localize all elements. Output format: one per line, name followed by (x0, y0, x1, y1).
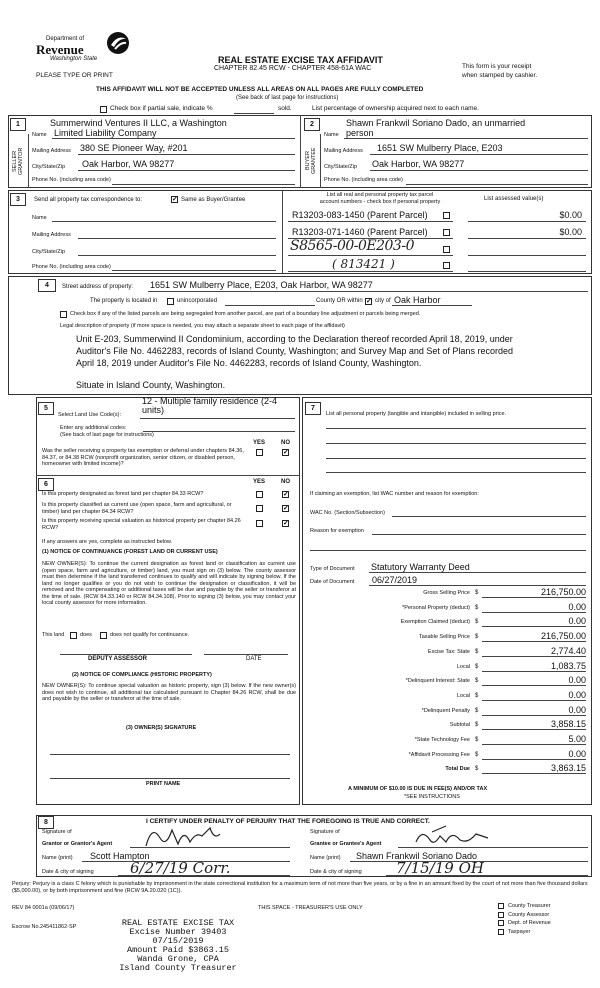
forest-question: Is this property designated as forest land per chapter 84.33 RCW? (42, 491, 204, 497)
tax-row-value[interactable]: 0.00 (568, 749, 586, 759)
signature-of-label: Signature of (310, 829, 340, 835)
parcel-1-checkbox[interactable] (443, 212, 450, 219)
stamp-line-1: REAL ESTATE EXCISE TAX (121, 918, 235, 928)
tax-row-value[interactable]: 3,858.15 (550, 719, 586, 729)
dollar-sign: $ (475, 664, 479, 670)
parcel-1[interactable]: R13203-083-1450 (Parent Parcel) (292, 210, 428, 220)
unincorporated-label: unincorporated (177, 298, 218, 304)
dollar-sign: $ (475, 737, 479, 743)
deputy-assessor-label: DEPUTY ASSESSOR (88, 656, 148, 662)
pct-note: List percentage of ownership acquired next to each name. (312, 105, 479, 112)
notice-compliance-text: NEW OWNER(S): To continue special valuation as historic property, sign (3) below. If the new owner(s) does not wish to continue, all additional tax calculated pursuant to Chapter 84.26 RCW, shall be due and payable by the seller or transferor at the time of sale. (42, 683, 296, 702)
copy-checkbox[interactable] (498, 929, 504, 935)
does-label: does (80, 632, 92, 638)
dept-of: Department of (46, 36, 85, 42)
dept-state: Washington State (50, 56, 98, 62)
parcel-head-1: List all real and personal property tax parcel (326, 192, 434, 198)
legal-line-1: Unit E-203, Summerwind II Condominium, according to the Declaration thereof recorded April 18, 2019, under (76, 334, 513, 344)
dollar-sign: $ (475, 708, 479, 714)
form-subtitle: CHAPTER 82.45 RCW - CHAPTER 458-61A WAC (214, 65, 372, 72)
tax-row-value[interactable]: 0.00 (568, 675, 586, 685)
tax-row-label: Gross Selling Price (423, 590, 470, 596)
date-city-label: Date & city of signing (310, 869, 362, 875)
grantor-signature-icon (140, 822, 240, 850)
city-label: City/State/Zip (32, 164, 66, 170)
receipt-note-1: This form is your receipt (462, 63, 532, 70)
see-back: (See back of last page for instructions) (236, 95, 339, 101)
tax-row-value[interactable]: 3,863.15 (550, 763, 586, 773)
copy-checkbox[interactable] (498, 920, 504, 926)
escrow-number: 245411862-SP (40, 924, 77, 930)
grantee-signature-icon (412, 822, 502, 850)
doc-type[interactable]: Statutory Warranty Deed (371, 562, 470, 572)
dollar-sign: $ (475, 649, 479, 655)
buyer-label: BUYER GRANTEE (305, 147, 317, 175)
land-use-code-2: units) (142, 405, 165, 415)
same-as-buyer-checkbox[interactable]: ✓ (172, 196, 178, 203)
tax-row-label: *Affidavit Processing Fee (408, 752, 470, 758)
notice-continuance-text: NEW OWNER(S): To continue the current designation as forest land or classification as current use (open space, farm and agriculture, or timber) land, you must sign on (3) below. The county assessor must then determine if the land transferred continues to qualify and will indicate by signing below. If the land no longer qualifies or you do not wish to continue the designation or classification, it will be removed and the compensating or additional taxes will be due and payable by the seller or transferor at the time of sale. (RCW 84.33.140 or RCW 84.34.108). Prior to signing (3) below, you may contact your local county assessor for more information. (42, 561, 296, 606)
current-use-question: Is this property classified as current use (open space, farm and agricultural, or timber) land per chapter 84.34 RCW? (42, 502, 232, 515)
stamp-line-2: Excise Number 39403 (129, 927, 227, 937)
tax-row-label: Exemption Claimed (deduct) (400, 619, 470, 625)
tax-row-label: Subtotal (449, 722, 470, 728)
city-label: City/State/Zip (32, 249, 66, 255)
dollar-sign: $ (475, 678, 479, 684)
send-correspondence: Send all property tax correspondence to: (34, 197, 143, 203)
legal-line-4: Situate in Island County, Washington. (76, 380, 226, 390)
tax-row-label: *State Technology Fee (414, 737, 470, 743)
print-name-label: PRINT NAME (146, 781, 181, 787)
section-2-number: 2 (304, 118, 320, 131)
copy-label: County Assessor (508, 911, 550, 918)
doc-date-label: Date of Document (310, 579, 355, 585)
q6a-yes-checkbox[interactable] (256, 491, 263, 498)
tax-row-label: Local (456, 664, 470, 670)
copy-label: Dept. of Revenue (508, 920, 551, 926)
perjury-note: Perjury: Perjury is a class C felony which is punishable by imprisonment in the state correctional institution for a maximum term of not more than five years, or by a fine in an amount fixed by the court of not more than five thousand dollars ($5,000.00), or by both imprisonment and fine (RCW 9A.20.020 (1C)). (12, 881, 588, 894)
no-head: NO (281, 440, 290, 446)
does-not-label: does not qualify for continuance. (110, 632, 190, 638)
tax-row-label: *Delinquent Interest: State (405, 678, 470, 684)
grantor-agent-label: Grantor or Grantor's Agent (42, 841, 113, 847)
parcel-4-handwritten: ( 813421 ) (332, 257, 395, 271)
receipt-note-2: when stamped by cashier. (462, 72, 538, 79)
reason-label: Reason for exemption (310, 528, 364, 534)
partial-sold: sold. (278, 105, 292, 112)
copy-label: County Treasurer (508, 903, 551, 909)
date-label: DATE (246, 656, 262, 662)
assessed-head: List assessed value(s) (484, 196, 544, 202)
stamp-line-5: Wanda Grone, CPA (137, 954, 219, 964)
parcel-3-checkbox[interactable] (443, 246, 450, 253)
mail-label: Mailing Address (324, 148, 363, 154)
located-label: The property is located in (90, 298, 158, 304)
section-1-number: 1 (10, 118, 26, 131)
no-head: NO (281, 479, 290, 485)
historic-question: Is this property receiving special valuation as historical property per chapter 84.26 RCW? (42, 518, 241, 531)
dollar-sign: $ (475, 605, 479, 611)
city-label: City/State/Zip (324, 164, 358, 170)
section-8-number: 8 (38, 816, 54, 829)
grantee-name-2[interactable]: person (346, 128, 374, 138)
yes-head: YES (253, 479, 266, 485)
tax-row-value[interactable]: 5.00 (568, 734, 586, 744)
please-type: PLEASE TYPE OR PRINT (36, 72, 113, 79)
copy-checkbox[interactable] (498, 903, 504, 909)
phone-label: Phone No. (including area code) (32, 264, 111, 270)
same-as-buyer-label: Same as Buyer/Grantee (181, 197, 246, 203)
dollar-sign: $ (475, 590, 479, 596)
tax-row-value[interactable]: 0.00 (568, 616, 586, 626)
partial-label: Check box if partial sale, indicate % (110, 105, 213, 112)
does-checkbox[interactable] (70, 632, 77, 639)
tax-row-value[interactable]: 0.00 (568, 602, 586, 612)
treasurer-stamp (116, 919, 240, 973)
tax-row-label: Total Due (445, 766, 470, 772)
city-name[interactable]: Oak Harbor (394, 295, 441, 305)
tax-row-label: Taxable Selling Price (418, 634, 470, 640)
tax-row-label: *Personal Property (deduct) (402, 605, 470, 611)
tax-row-label: Local (456, 693, 470, 699)
parcel-4-checkbox[interactable] (443, 262, 450, 269)
land-use-label: Select Land Use Code(s): (58, 412, 121, 418)
form-title: REAL ESTATE EXCISE TAX AFFIDAVIT (218, 55, 383, 65)
warning: THIS AFFIDAVIT WILL NOT BE ACCEPTED UNLESS ALL AREAS ON ALL PAGES ARE FULLY COMPLETED (96, 86, 424, 93)
stamp-line-6: Island County Treasurer (119, 963, 237, 973)
section-6-number: 6 (38, 478, 54, 491)
additional-codes-label: Enter any additional codes: (60, 425, 127, 431)
tax-row-value[interactable]: 0.00 (568, 690, 586, 700)
does-not-checkbox[interactable] (100, 632, 107, 639)
section-3-number: 3 (10, 193, 26, 206)
dollar-sign: $ (475, 634, 479, 640)
partial-sale-checkbox[interactable] (100, 106, 107, 113)
signature-of-label: Signature of (42, 829, 72, 835)
exemption-question: Was the seller receiving a property tax exemption or deferral under chapters 84.36, 84.37, or 84.38 RCW (nonprofit organization, senior citizen, or disabled person, homeowner with limited income)? (42, 448, 244, 467)
doc-date[interactable]: 06/27/2019 (372, 575, 418, 585)
street-address[interactable]: 1651 SW Mulberry Place, E203, Oak Harbor, WA 98277 (150, 280, 373, 290)
section-4-number: 4 (38, 279, 56, 292)
city-checkbox[interactable]: ✓ (366, 298, 372, 305)
grantee-agent-label: Grantee or Grantee's Agent (310, 841, 382, 847)
exemption-label: If claiming an exemption, list WAC number and reason for exemption: (310, 491, 479, 497)
name-print-label: Name (print) (310, 855, 341, 861)
copy-checkbox[interactable] (498, 912, 504, 918)
tax-row-value[interactable]: 216,750.00 (540, 631, 586, 641)
notice-compliance-title: (2) NOTICE OF COMPLIANCE (HISTORIC PROPERTY) (72, 672, 212, 678)
name-print-label: Name (print) (42, 855, 73, 861)
section-5-number: 5 (38, 402, 54, 415)
tax-row-value[interactable]: 0.00 (568, 705, 586, 715)
grantor-name-1: Summerwind Ventures II LLC, a Washington (50, 118, 227, 128)
q5-yes-checkbox[interactable] (256, 449, 263, 456)
grantor-city[interactable]: Oak Harbor, WA 98277 (82, 159, 175, 169)
legal-line-3: April 18, 2019 under Auditor's File No. 4462283, records of Island County, Washington. (76, 358, 422, 368)
escrow-label: Escrow No. (12, 924, 41, 930)
copy-label: Taxpayer (508, 928, 531, 935)
minimum-due-note: A MINIMUM OF $10.00 IS DUE IN FEE(S) AND/OR TAX (348, 786, 488, 792)
assessed-1[interactable]: $0.00 (559, 210, 582, 220)
q6a-no-checkbox[interactable]: ✓ (283, 491, 289, 498)
tax-row-label: *Delinquent Penalty (421, 708, 470, 714)
grantee-city[interactable]: Oak Harbor, WA 98277 (372, 159, 465, 169)
assessed-2[interactable]: $0.00 (559, 227, 582, 237)
doc-type-label: Type of Document (310, 566, 355, 572)
form-revision: REV 84 0001a (09/06/17) (12, 905, 75, 911)
treasurer-use-label: THIS SPACE - TREASURER'S USE ONLY (258, 905, 363, 911)
land-use-code-1: 12 - Multiple family residence (2-4 (142, 396, 278, 406)
dollar-sign: $ (475, 619, 479, 625)
parcel-head-2: account numbers - check box if personal property (319, 199, 441, 205)
grantee-print-name[interactable]: Shawn Frankwil Soriano Dado (356, 851, 478, 861)
tax-row-label: Excise Tax: State (427, 649, 470, 655)
q6b-yes-checkbox[interactable] (256, 505, 263, 512)
phone-label: Phone No. (including area code) (324, 177, 403, 183)
parcel-2-checkbox[interactable] (443, 229, 450, 236)
dollar-sign: $ (475, 766, 479, 772)
tax-row-value[interactable]: 1,083.75 (550, 661, 586, 671)
county-or-label: County OR within (316, 298, 363, 304)
q6c-no-checkbox[interactable]: ✓ (283, 520, 289, 527)
parcel-3-handwritten: S8565-00-0E203-0 (290, 238, 414, 254)
mail-label: Mailing Address (32, 232, 71, 238)
grantor-date-handwritten: 6/27/19 Corr. (130, 859, 231, 877)
codes-see-back: (See back of last page for instructions) (60, 432, 154, 438)
grantor-print-name[interactable]: Scott Hampton (90, 851, 150, 861)
wac-label: WAC No. (Section/Subsection) (310, 510, 385, 516)
revenue-logo-icon (105, 30, 131, 56)
notice-continuance-title: (1) NOTICE OF CONTINUANCE (FOREST LAND OR CURRENT USE) (42, 549, 218, 555)
unincorporated-checkbox[interactable] (167, 298, 174, 305)
legal-label: Legal description of property (if more space is needed, you may attach a separate sheet to each page of the affidavit) (60, 323, 345, 329)
mail-label: Mailing Address (32, 148, 71, 154)
stamp-line-4: Amount Paid $3863.15 (126, 945, 230, 955)
dollar-sign: $ (475, 752, 479, 758)
name-label: Name (32, 132, 47, 138)
q6c-yes-checkbox[interactable] (256, 520, 263, 527)
owner-signature-label: (3) OWNER(S) SIGNATURE (126, 725, 197, 731)
grantee-name-1: Shawn Frankwil Soriano Dado, an unmarried (346, 118, 526, 128)
dollar-sign: $ (475, 693, 479, 699)
land-use-code[interactable] (142, 397, 298, 415)
tax-row-value[interactable]: 2,774.40 (550, 646, 586, 656)
parcel-2[interactable]: R13203-071-1460 (Parent Parcel) (292, 227, 428, 237)
section-7-number: 7 (305, 402, 321, 415)
see-instructions: *SEE INSTRUCTIONS (404, 794, 460, 800)
q6b-no-checkbox[interactable]: ✓ (283, 505, 289, 512)
certify-statement: I CERTIFY UNDER PENALTY OF PERJURY THAT THE FOREGOING IS TRUE AND CORRECT. (146, 818, 430, 825)
dept-revenue: Revenue (36, 42, 84, 57)
grantor-mailing[interactable]: 380 SE Pioneer Way, #201 (80, 143, 188, 153)
street-label: Street address of property: (62, 284, 134, 290)
grantee-mailing[interactable]: 1651 SW Mulberry Place, E203 (377, 143, 503, 153)
name-label: Name (324, 132, 339, 138)
dollar-sign: $ (475, 722, 479, 728)
name-label: Name (32, 215, 47, 221)
city-of-label: city of (375, 298, 391, 304)
segregated-label: Check box if any of the listed parcels are being segregated from another parcel, are part of a boundary line adjustment or parcels being merged. (70, 311, 421, 317)
date-city-label: Date & city of signing (42, 869, 94, 875)
this-land-label: This land (42, 632, 65, 638)
legal-line-2: Auditor's File No. 4462283, records of Island County, Washington; and Survey Map and Set of Plans recorded (76, 346, 513, 356)
q5-no-checkbox[interactable]: ✓ (283, 449, 289, 456)
personal-property-label: List all personal property (tangible and intangible) included in selling price. (326, 411, 507, 417)
if-yes-note: If any answers are yes, complete as instructed below. (42, 539, 173, 545)
yes-head: YES (253, 440, 266, 446)
seller-label: SELLER GRANTOR (12, 147, 24, 175)
grantee-date-handwritten: 7/15/19 OH (396, 859, 484, 877)
grantor-name-2[interactable]: Limited Liability Company (54, 128, 157, 138)
phone-label: Phone No. (including area code) (32, 177, 111, 183)
tax-row-value[interactable]: 216,750.00 (540, 587, 586, 597)
stamp-line-3: 07/15/2019 (152, 936, 204, 946)
segregated-checkbox[interactable] (60, 311, 67, 318)
